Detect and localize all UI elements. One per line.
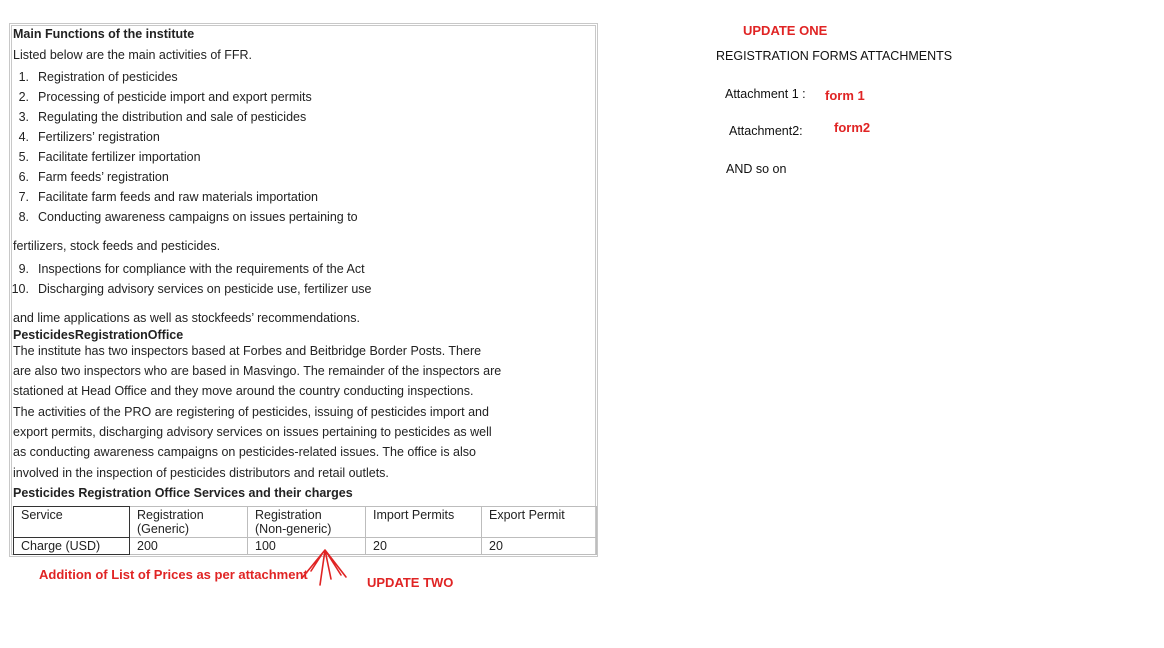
list-number: 8. [18,210,29,224]
services-heading: Pesticides Registration Office Services and their charges [13,486,353,500]
list-number: 2. [18,90,29,104]
list-item: Registration of pesticides [38,70,178,84]
paragraph-line: involved in the inspection of pesticides distributors and retail outlets. [13,466,389,480]
addition-note: Addition of List of Prices as per attachment [39,567,308,582]
table-header-cell [482,507,597,538]
list-number: 10. [11,282,29,296]
and-so-on-text: AND so on [726,162,787,176]
list-item: Farm feeds’ registration [38,170,169,184]
intro-text: Listed below are the main activities of FFR. [13,48,252,62]
list-item: Inspections for compliance with the requirements of the Act [38,262,365,276]
header-line: Import Permits [373,508,455,522]
table-header-row [14,507,597,538]
update-one-label: UPDATE ONE [743,23,828,38]
list-number: 1. [18,70,29,84]
paragraph-line: as conducting awareness campaigns on pesticides-related issues. The office is also [13,445,476,459]
list-item: Discharging advisory services on pesticide use, fertilizer use [38,282,372,296]
table-cell: 20 [482,538,597,555]
list-number: 5. [18,150,29,164]
list-item-continuation: fertilizers, stock feeds and pesticides. [13,239,221,253]
list-number: 4. [18,130,29,144]
update-two-label: UPDATE TWO [367,575,454,590]
table-cell: Charge (USD) [14,538,130,555]
header-line: Registration [255,508,322,522]
paragraph-line: stationed at Head Office and they move around the country conducting inspections. [13,384,474,398]
list-number: 6. [18,170,29,184]
header-line: Export Permit [489,508,565,522]
list-number: 3. [18,110,29,124]
list-item: Facilitate fertilizer importation [38,150,201,164]
paragraph-line: The activities of the PRO are registering of pesticides, issuing of pesticides import and [13,405,489,419]
main-functions-heading: Main Functions of the institute [13,27,195,41]
table-cell: 20 [366,538,482,555]
office-heading: PesticidesRegistrationOffice [13,328,184,342]
table-header-cell [248,507,366,538]
list-item: Fertilizers’ registration [38,130,160,144]
table-header-cell [14,507,130,538]
list-item-continuation: and lime applications as well as stockfeeds’ recommendations. [13,311,360,325]
attachment1-link[interactable]: form 1 [825,88,865,103]
header-line: Registration [137,508,204,522]
forms-attachments-title: REGISTRATION FORMS ATTACHMENTS [716,49,953,63]
attachment2-label: Attachment2: [729,124,803,138]
table-cell: 100 [248,538,366,555]
header-line: (Generic) [137,522,190,536]
list-number: 7. [18,190,29,204]
paragraph-line: export permits, discharging advisory services on issues pertaining to pesticides as well [13,425,492,439]
table-cell: 200 [130,538,248,555]
table-header-cell [130,507,248,538]
list-item: Facilitate farm feeds and raw materials importation [38,190,318,204]
list-item: Conducting awareness campaigns on issues pertaining to [38,210,358,224]
hand-drawn-arrow-icon [296,545,354,589]
paragraph-line: The institute has two inspectors based at Forbes and Beitbridge Border Posts. There [13,344,482,358]
list-item: Processing of pesticide import and export permits [38,90,312,104]
header-line: (Non-generic) [255,522,332,536]
list-number: 9. [18,262,29,276]
attachment2-link[interactable]: form2 [834,120,871,135]
attachment1-label: Attachment 1 : [725,87,806,101]
list-item: Regulating the distribution and sale of pesticides [38,110,307,124]
header-line: Service [21,508,63,522]
table-header-cell [366,507,482,538]
paragraph-line: are also two inspectors who are based in Masvingo. The remainder of the inspectors are [13,364,502,378]
